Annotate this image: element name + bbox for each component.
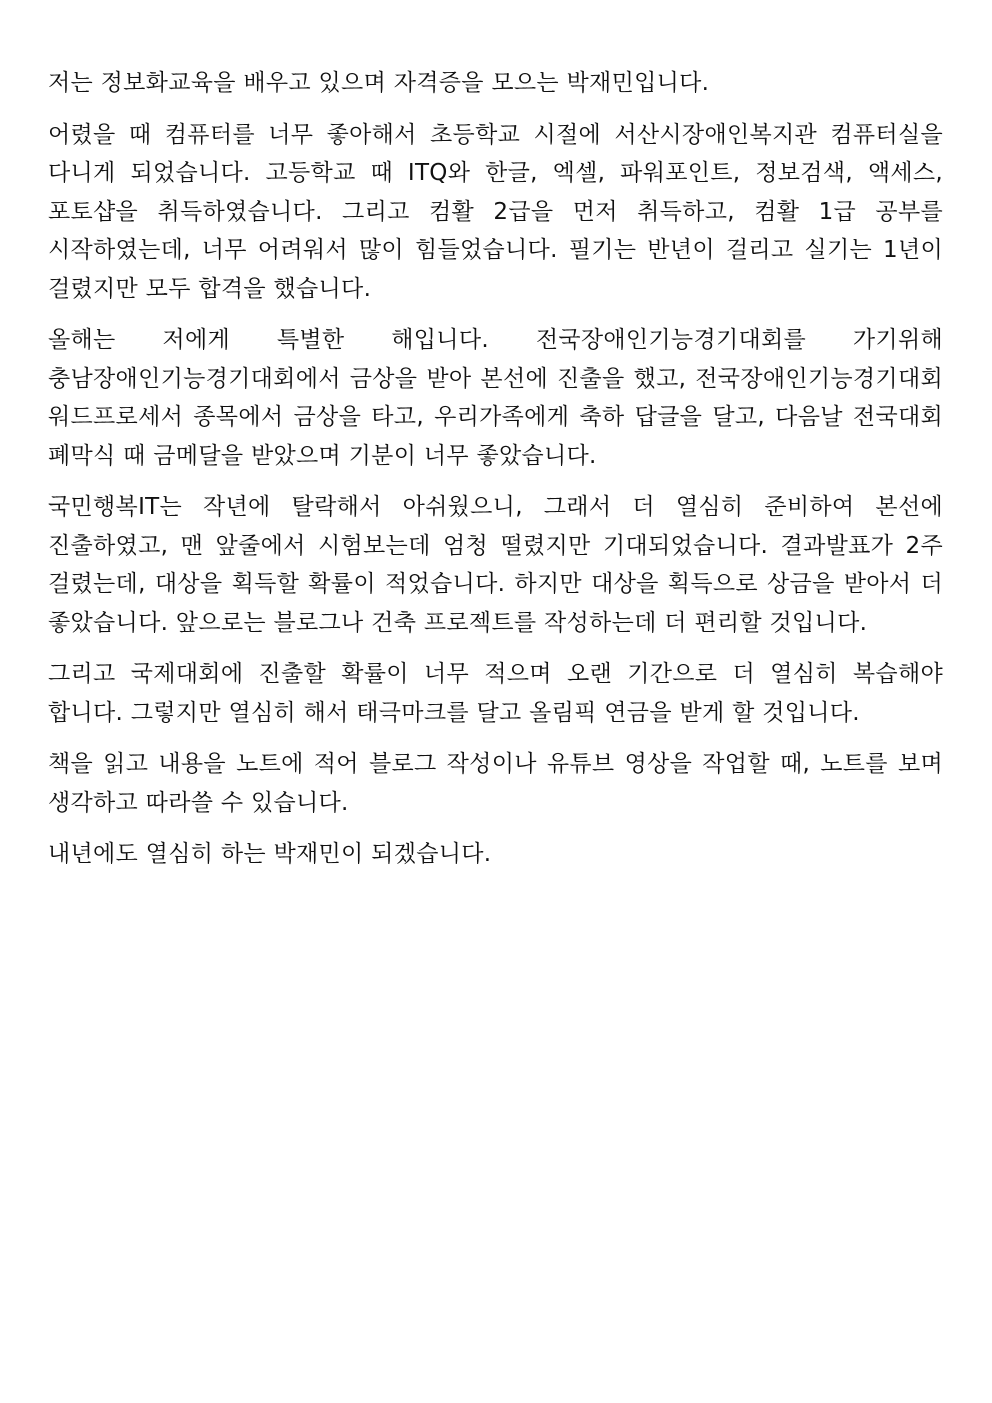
paragraph-childhood: 어렸을 때 컴퓨터를 너무 좋아해서 초등학교 시절에 서산시장애인복지관 컴퓨터실을 다니게 되었습니다. 고등학교 때 ITQ와 한글, 엑셀, 파워포인트, 정보검색, 액세스, 포토샵을 취득하였습니다. 그리고 컴활 2급을 먼저 취득하고, 컴활 1급 공부를 시작하였는데, 너무 어려워서 많이 힘들었습니다. 필기는 반년이 걸리고 실기는 1년이 걸렸지만 모두 합격을 했습니다. <box>48 121 943 302</box>
paragraph-intro: 저는 정보화교육을 배우고 있으며 자격증을 모으는 박재민입니다. <box>48 70 710 96</box>
paragraph-it-contest: 국민행복IT는 작년에 탈락해서 아쉬웠으니, 그래서 더 열심히 준비하여 본선에 진출하였고, 맨 앞줄에서 시험보는데 엄청 떨렸지만 기대되었습니다. 결과발표가 2주 걸렸는데, 대상을 획득할 확률이 적었습니다. 하지만 대상을 획득으로 상금을 받아서 더 좋았습니다. 앞으로는 블로그나 건축 프로젝트를 작성하는데 더 편리할 것입니다. <box>48 494 943 636</box>
document-body <box>48 64 943 887</box>
paragraph-international: 그리고 국제대회에 진출할 확률이 너무 적으며 오랜 기간으로 더 열심히 복습해야 합니다. 그렇지만 열심히 해서 태극마크를 달고 올림픽 연금을 받게 할 것입니다. <box>48 661 943 726</box>
paragraph-closing: 내년에도 열심히 하는 박재민이 되겠습니다. <box>48 841 492 867</box>
paragraph-notes: 책을 읽고 내용을 노트에 적어 블로그 작성이나 유튜브 영상을 작업할 때, 노트를 보며 생각하고 따라쓸 수 있습니다. <box>48 751 943 816</box>
paragraph-this-year: 올해는 저에게 특별한 해입니다. 전국장애인기능경기대회를 가기위해 충남장애인기능경기대회에서 금상을 받아 본선에 진출을 했고, 전국장애인기능경기대회 워드프로세서 종목에서 금상을 타고, 우리가족에게 축하 답글을 달고, 다음날 전국대회 폐막식 때 금메달을 받았으며 기분이 너무 좋았습니다. <box>48 327 943 469</box>
